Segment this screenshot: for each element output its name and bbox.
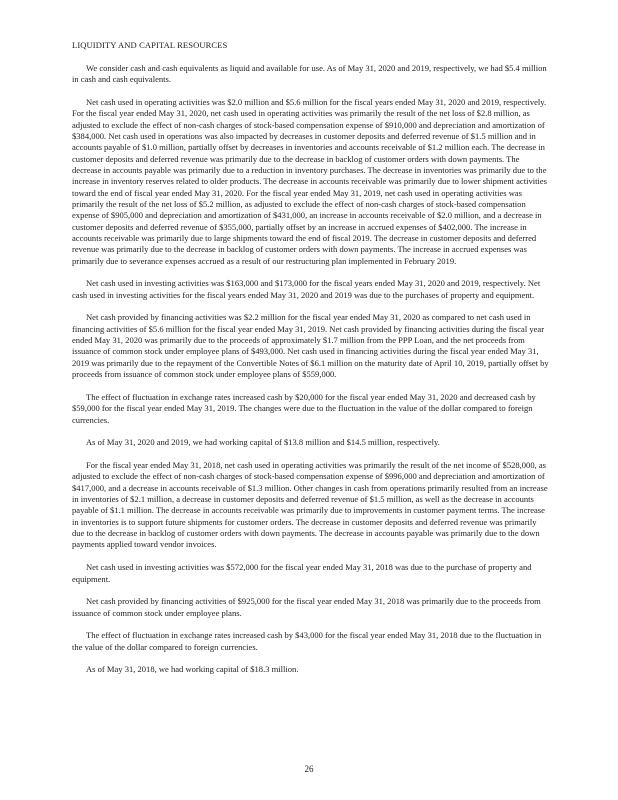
paragraph-working-capital: As of May 31, 2020 and 2019, we had working capital of $13.8 million and $14.5 million, respectively. xyxy=(86,437,440,448)
paragraph-investing-2018: Net cash used in investing activities was $572,000 for the fiscal year ended May 31, 2018 was due to the purchase of property and equipment. xyxy=(72,562,532,584)
paragraph-operating-2018: For the fiscal year ended May 31, 2018, net cash used in operating activities was primarily the result of the net income of $528,000, as adjusted to exclude the effect of non-cash charges of stock-based compensation expense of $996,000 and depreciation and amortization of $417,000, and a decrease in accounts receivable of $1.3 million. Other changes in cash from operations primarily resulted from an increase in inventories of $2.1 million, a decrease in customer deposits and deferred revenue of $1.5 million, as well as the decrease in accounts payable of $1.1 million. The decrease in accounts receivable was primarily due to improvements in customer payment terms. The increase in inventories is to support future shipments for customer orders. The decrease in customer deposits and deferred revenue was primarily due to the decrease in backlog of customer orders with down payments. The decrease in accounts payable was primarily due to the down payments applied toward vendor invoices. xyxy=(72,460,548,550)
paragraph-financing-2018: Net cash provided by financing activities of $925,000 for the fiscal year ended May 31, 2018 was primarily due to the proceeds from issuance of common stock under employee plans. xyxy=(72,596,541,618)
paragraph-exchange-rates: The effect of fluctuation in exchange rates increased cash by $20,000 for the fiscal year ended May 31, 2020 and decreased cash by $59,000 for the fiscal year ended May 31, 2019. The changes were due to the fluctuation in the value of the dollar compared to foreign currencies. xyxy=(72,391,536,425)
section-heading: LIQUIDITY AND CAPITAL RESOURCES xyxy=(72,40,228,50)
paragraph-operating-activities: Net cash used in operating activities was $2.0 million and $5.6 million for the fiscal years ended May 31, 2020 and 2019, respectively. For the fiscal year ended May 31, 2020, net cash used in operating activities was primarily the result of the net loss of $2.8 million, as adjusted to exclude the effect of non-cash charges of stock-based compensation expense of $910,000 and depreciation and amortization of $384,000. Net cash used in operations was also impacted by decreases in customer deposits and deferred revenue of $1.5 million and in accounts payable of $1.0 million, partially offset by decreases in inventories and accounts receivable of $1.2 million each. The decrease in customer deposits and deferred revenue was primarily due to the decrease in backlog of customer orders with down payments. The decrease in accounts payable was primarily due to a reduction in inventory purchases. The decrease in inventories was primarily due to the increase in inventory reserves related to older products. The decrease in accounts receivable was primarily due to lower shipment activities toward the end of fiscal year ended May 31, 2020. For the fiscal year ended May 31, 2019, net cash used in operating activities was primarily the result of the net loss of $5.2 million, as adjusted to exclude the effect of non-cash charges of stock-based compensation expense of $905,000 and depreciation and amortization of $431,000, an increase in accounts receivable of $2.0 million, and a decrease in customer deposits and deferred revenue of $355,000, partially offset by an increase in accrued expenses of $402,000. The increase in accounts receivable was primarily due to large shipments toward the end of fiscal 2019. The decrease in customer deposits and deferred revenue was primarily due to the decrease in backlog of customer orders with down payments. The increase in accrued expenses was primarily due to severance expenses accrued as a result of our restructuring plan implemented in February 2019. xyxy=(72,96,547,266)
paragraph-financing-activities: Net cash provided by financing activities was $2.2 million for the fiscal year ended May 31, 2020 as compared to net cash used in financing activities of $5.6 million for the fiscal year ended May 31, 2019. Net cash provided by financing activities during the fiscal year ended May 31, 2020 was primarily due to the proceeds of approximately $1.7 million from the PPP Loan, and the net proceeds from issuance of common stock under employee plans of $493,000. Net cash used in financing activities during the fiscal year ended May 31, 2019 was primarily due to the repayment of the Convertible Notes of $6.1 million on the maturity date of April 10, 2019, partially offset by proceeds from issuance of common stock under employee plans of $559,000. xyxy=(72,312,549,380)
paragraph-working-capital-2018: As of May 31, 2018, we had working capital of $18.3 million. xyxy=(86,664,299,675)
paragraph-cash-equivalents: We consider cash and cash equivalents as liquid and available for use. As of May 31, 2020 and 2019, respectively, we had $5.4 million in cash and cash equivalents. xyxy=(72,62,547,85)
paragraph-investing-activities: Net cash used in investing activities was $163,000 and $173,000 for the fiscal years ended May 31, 2020 and 2019, respectively. Net cash used in investing activities for the fiscal years ended May 31, 2020 and 2019 was due to the purchases of property and equipment. xyxy=(72,278,541,300)
page-number: 26 xyxy=(304,764,314,774)
document-page xyxy=(72,40,550,687)
paragraph-exchange-2018: The effect of fluctuation in exchange rates increased cash by $43,000 for the fiscal year ended May 31, 2018 due to the fluctuation in the value of the dollar compared to foreign currencies. xyxy=(72,630,542,652)
